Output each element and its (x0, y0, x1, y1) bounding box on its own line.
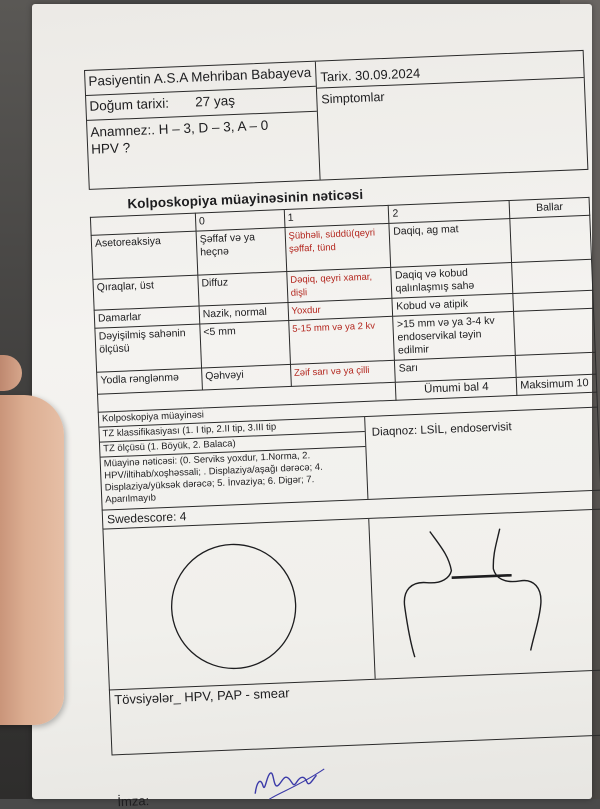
cell-0: Diffuz (198, 272, 288, 307)
dob-label: Doğum tarixi: (89, 95, 170, 114)
colposcopy-form (84, 50, 600, 809)
swede-score: Swedescore: 4 (102, 491, 600, 530)
anamnez (87, 112, 318, 161)
cell-1: 5-15 mm və ya 2 kv (288, 316, 394, 364)
dob-value: 27 yaş (194, 92, 236, 110)
score-cell (516, 352, 597, 377)
canal-right-line (492, 527, 543, 652)
score-cell (510, 215, 591, 262)
cell-2: Kobud və atipik (392, 293, 513, 316)
cervix-circle-drawing (103, 519, 374, 690)
form-header (84, 50, 588, 190)
diagnosis: Diaqnoz: LSİL, endoservisit (371, 421, 512, 439)
row-label: Qıraqlar, üst (93, 275, 199, 310)
row-label: Dəyişilmiş sahənin ölçüsü (95, 324, 201, 372)
signature-label: İmza: (117, 792, 150, 809)
cell-1: Şübhəli, süddü(qeyri şəffaf, tünd (285, 223, 391, 271)
drawing-area (102, 510, 600, 691)
score-cell (512, 259, 593, 293)
tz-classification: TZ klassifikasiyası (1. I tip, 2.II tip, 3.III tip (99, 417, 364, 443)
patient-name: Pasiyentin A.S.A Mehriban Babayeva (85, 62, 316, 96)
row-label: Yodla rənglənmə (97, 368, 203, 394)
tz-size: TZ ölçüsü (1. Böyük, 2. Balaca) (100, 432, 365, 458)
exam-date: Tarix. 30.09.2024 (316, 51, 584, 89)
cervix-circle (169, 542, 298, 671)
cell-2: Sarı (395, 355, 517, 382)
recommendations: Tövsiyələr_ HPV, PAP - smear (109, 670, 600, 755)
canal-left-line (402, 531, 455, 658)
canal-sketch (369, 510, 600, 679)
header-cell: 0 (195, 210, 285, 232)
total-score: Ümumi bal 4 (396, 377, 517, 400)
header-cell: Ballar (509, 197, 589, 218)
cervix-drawing-box (103, 519, 375, 690)
cell-1: Zəif sarı və ya çilli (290, 360, 396, 386)
canal-drawing-box (369, 510, 600, 679)
cell-0: Nazik, normal (199, 303, 289, 325)
score-cell (514, 308, 595, 355)
cell-0: Şəffaf və ya heçnə (196, 228, 287, 276)
cell-2: Daqiq, ag mat (389, 219, 511, 268)
header-cell: 2 (389, 201, 510, 224)
cell-2: Daqiq və kobud qalınlaşmış sahə (391, 262, 513, 298)
exam-tz-left (99, 417, 368, 510)
cell-0: <5 mm (200, 320, 291, 368)
anamnez-line1: Anamnez:. H – 3, D – 3, A – 0 (90, 117, 269, 140)
handwritten-signature (248, 760, 340, 804)
cell-0: Qəhvəyi (201, 364, 291, 390)
anamnez-line2: HPV ? (90, 140, 131, 157)
row-label: Damarlar (94, 306, 199, 328)
header-cell: 1 (284, 205, 389, 227)
canal-bar (452, 575, 512, 577)
patient-info (85, 62, 321, 189)
cell-2: >15 mm və ya 3-4 kv endoservikal təyin edilmir (393, 311, 515, 360)
max-score: Maksimum 10 (516, 374, 596, 395)
symptoms-label: Simptomlar (321, 89, 385, 107)
date-symptoms (316, 51, 588, 180)
exam-heading: Kolposkopiya müayinəsi (99, 393, 597, 428)
thumb (0, 395, 64, 725)
row-label: Asetoreaksiya (91, 231, 197, 279)
cell-1: Dəqiq, qeyri xamar, dişli (286, 267, 392, 302)
score-table (90, 197, 597, 413)
cell-1: Yoxdur (288, 298, 393, 320)
form-title: Kolposkopiya müayinəsinin nəticəsi (127, 186, 364, 212)
exam-result: Müayinə nəticəsi: (0. Serviks yoxdur, 1.Norma, 2. HPV/iltihab/xoşhəssali; . Displaziya/aşağı dərəcə; 4. Displaziya/yüksək dərəcə; 5. İnvaziya; 6. Digər; 7. Aparılmayıb (103, 450, 323, 506)
